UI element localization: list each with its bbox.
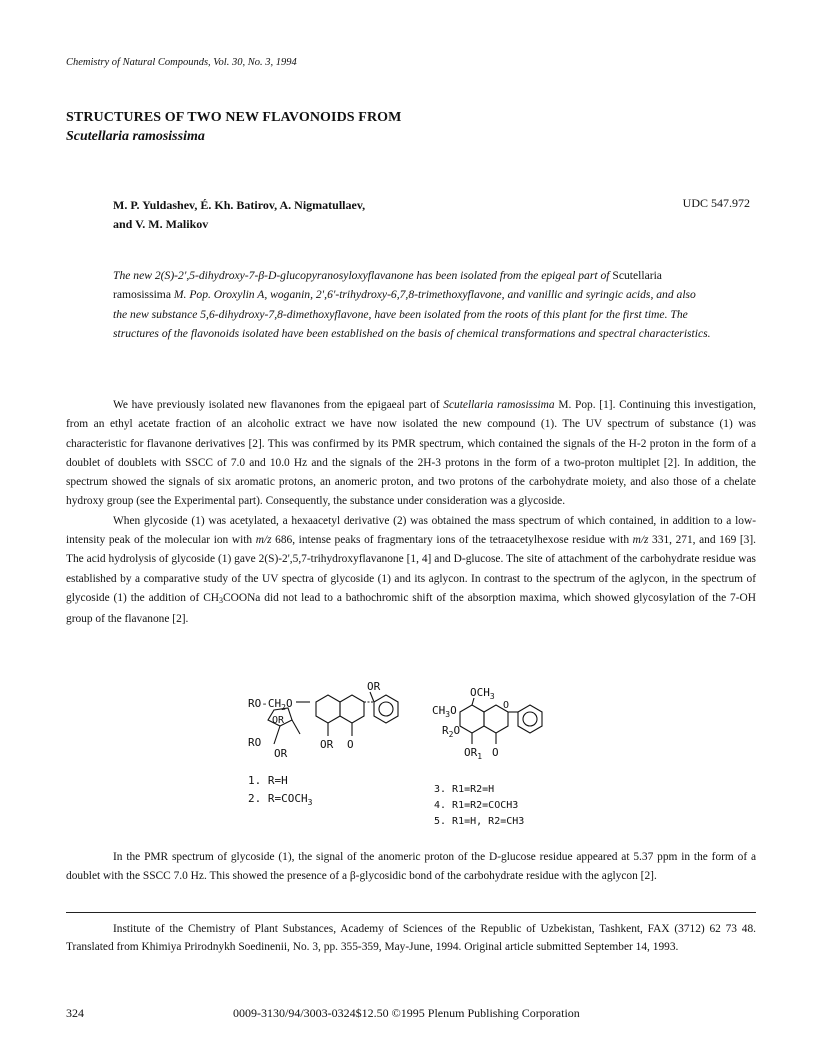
chemical-structures-figure [248,680,578,840]
paragraph-1 [66,396,756,512]
affiliation-text: Institute of the Chemistry of Plant Substances, Academy of Sciences of the Republic of Uzbekistan, Tashkent, FAX (3712) 62 73 48. Translated from Khimiya Prirodnykh Soedinenii, No. 3, pp. 355-359, May-June, 1994. Original article submitted September 14, 1993. [66,923,756,953]
p2-subscript: 3 [219,595,224,605]
p2-mz-2: m/z [632,534,649,547]
ch3o-sub: 3 [445,710,451,719]
or1-text: OR [464,746,478,759]
p1-text-b: M. Pop. [1]. Continuing this investigation, from an ethyl acetate fraction of an alcoholic extract we have now isolated the new compound (1). The UV spectrum of substance (1) was characteristic for flavanone derivatives [2]. This was confirmed by its PMR spectrum, which contained the signals of the H-2 proton in the form of a doublet of doublets with SSCC of 7.0 and 10.0 Hz and the signals of the 2H-3 protons in the form of a two-proton multiplet [2]. In addition, the spectrum showed the signals of six aromatic protons, an anomeric proton, and two protons of the carbohydrate moiety, and also those of a chelate hydroxy group (see the Experimental part). Consequently, the substance under consideration was a glycoside. [66,399,756,508]
o-keto-label: O [347,738,354,751]
authors-line-1: M. P. Yuldashev, É. Kh. Batirov, A. Nigmatullaev, [113,198,366,212]
structure-3-labels [432,686,524,827]
authors-line-2: and V. M. Malikov [113,217,209,231]
p1-species: Scutellaria ramosissima [443,399,555,411]
o-ring-right-label: O [503,700,510,711]
p2-text-d: COONa did not lead to a bathochromic shift of the absorption maxima, which showed glycosylation of the 7-OH group of the flavanone [2]. [66,591,756,626]
paragraph-2 [66,512,756,630]
abstract-genus: Scutellaria ramosissima [113,269,662,302]
or-top-bond [370,692,374,702]
title-line-1: STRUCTURES OF TWO NEW FLAVONOIDS FROM [66,110,402,125]
or-5-label: OR [320,738,334,751]
sugar-bond-2 [292,720,300,734]
body-text [66,396,756,630]
ring-c [340,695,364,723]
ring-a-right [460,705,484,733]
abstract-author-pop: M. Pop. [170,288,211,302]
och3-bond [472,698,474,705]
footnote-rule [66,912,756,913]
ring-b-right-aromatic [523,712,537,726]
compound-3-label: 3. R1=R2=H [434,784,495,795]
ring-b-right [518,705,542,733]
r2o-label [442,724,460,739]
p1-text-a: We have previously isolated new flavanones from the epigaeal part of [113,399,444,411]
ch2-sub: 2 [281,703,286,712]
affiliation-footnote [66,920,756,956]
or-top-label: OR [367,680,381,693]
or1-label [464,746,482,761]
ch3o-label [432,704,457,719]
compound-2-sub: 3 [307,798,313,807]
och3-sub: 3 [489,692,495,701]
ro-ch2o-label [248,697,293,712]
article-title [66,108,756,146]
ch3o-text: CH [432,704,446,717]
ro-bottom-label: RO [248,736,262,749]
authors [113,196,533,234]
journal-citation: Chemistry of Natural Compounds, Vol. 30, No. 3, 1994 [66,57,297,68]
body-text-2 [66,848,756,887]
o-keto-right-label: O [492,746,499,759]
r2o-sub: 2 [448,730,454,739]
udc-code: UDC 547.972 [682,196,750,210]
compound-1-label: 1. R=H [248,774,288,787]
or-bottom-label: OR [274,747,288,760]
ring-a [316,695,340,723]
abstract-part-2: Oroxylin A, woganin, 2',6'-trihydroxy-6,7,8-trimethoxyflavone, and vanillic and syringic acids, and also the new substance 5,6-dihydroxy-7,8-dimethoxyflavone, have been isolated from the roots of this plant for the first time. The structures of the flavonoids isolated have been established on the basis of chemical transformations and spectral characteristics. [113,288,711,341]
p2-text-b: 686, intense peaks of fragmentary ions of the tetraacetylhexose residue with [271,534,633,547]
r2o-text: R [442,724,449,737]
r2o-o: O [453,724,461,737]
paragraph-3: In the PMR spectrum of glycoside (1), the signal of the anomeric proton of the D-glucose residue appeared at 5.37 ppm in the form of a doublet with the SSCC 7.0 Hz. This showed the presence of a β-glycosidic bond of the carbohydrate residue with the aglycon [2]. [66,851,756,883]
och3-label [470,686,495,701]
or1-sub: 1 [477,752,483,761]
ring-b-aromatic [379,702,393,716]
abstract [113,266,711,344]
p2-mz-1: m/z [255,534,272,547]
compound-4-label: 4. R1=R2=COCH3 [434,800,519,811]
publisher-code: 0009-3130/94/3003-0324$12.50 ©1995 Plenum Publishing Corporation [233,1006,580,1020]
p2-text-a: When glycoside (1) was acetylated, a hexaacetyl derivative (2) was obtained the mass spectrum of which contained, in addition to a low-intensity peak of the molecular ion with [66,514,756,547]
p2-text-c: 331, 271, and 169 [3]. The acid hydrolysis of glycoside (1) gave 2(S)-2',5,7-trihydroxyflavanone [1, 4] and D-glucose. The site of attachment of the carbohydrate residue was established by a comparative study of the UV spectra of glycoside (1) and its aglycon. In contrast to the spectrum of the aglycon, in the spectrum of glycoside (1) the addition of CH [66,534,756,604]
page-number: 324 [66,1006,84,1020]
ring-b [374,695,398,723]
title-line-2: Scutellaria ramosissima [66,129,205,144]
compound-2-label [248,792,313,807]
ch3o-o: O [450,704,457,717]
structure-3-5 [460,698,542,744]
o-ring-text: O [285,697,293,710]
sugar-bond [274,726,280,744]
sugar-or-label: OR [272,715,285,726]
ro-ch2-text: RO-CH [248,697,282,710]
compound-5-label: 5. R1=H, R2=CH3 [434,816,525,827]
och3-text: OCH [470,686,490,699]
abstract-part-1: The new 2(S)-2',5-dihydroxy-7-β-D-glucopyranosyloxyflavanone has been isolated from the epigeal part of [113,269,613,282]
structure-1-labels [248,680,381,807]
compound-2-text: 2. R=COCH [248,792,308,805]
